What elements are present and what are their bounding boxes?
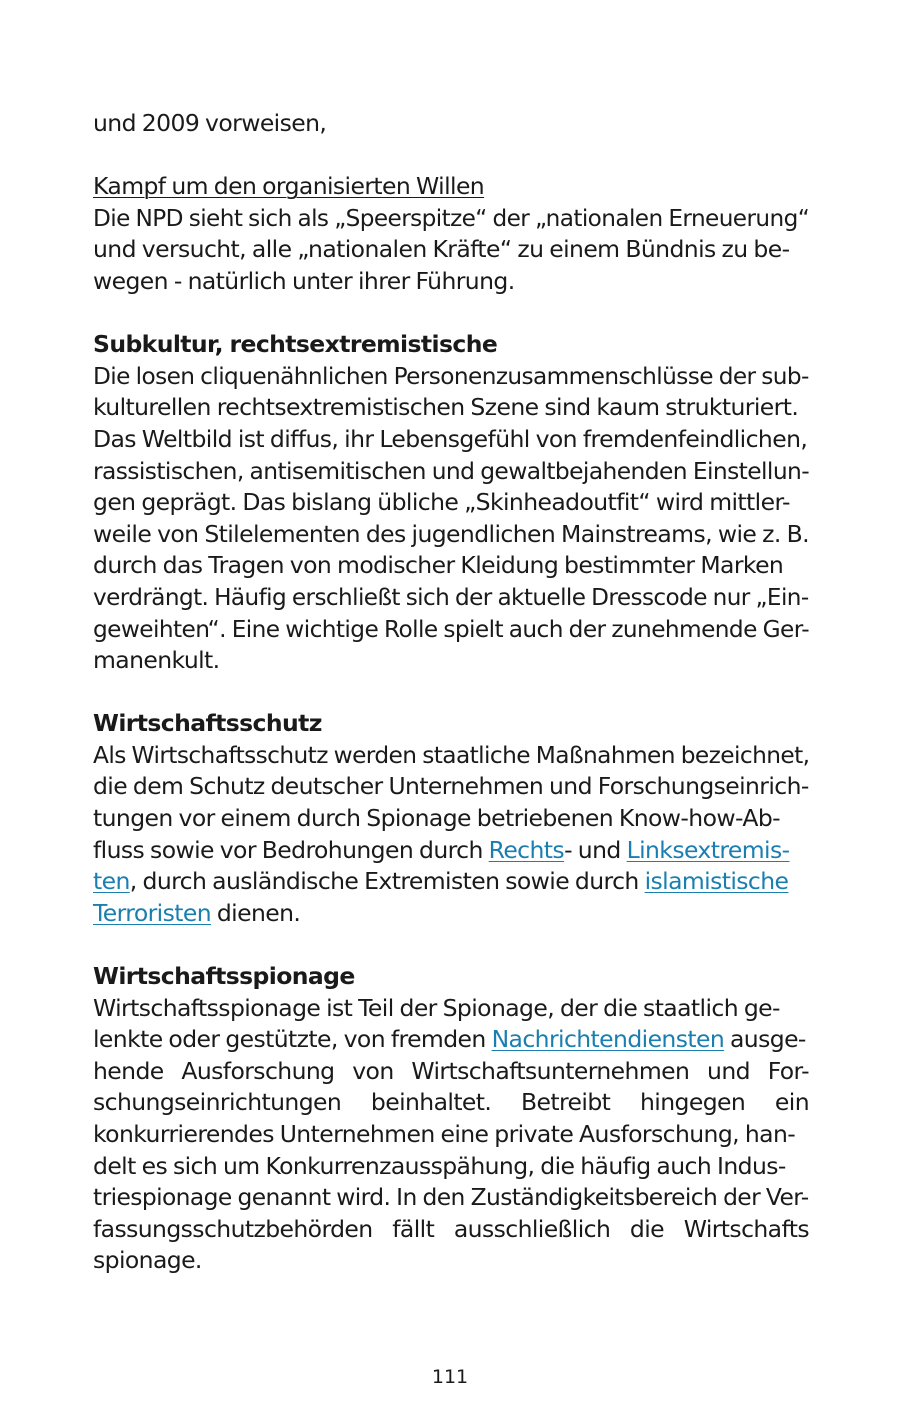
wirtschaftsschutz-line-4-connector: - und (564, 835, 627, 864)
kampf-subheading: Kampf um den organisierten Willen (93, 172, 485, 201)
wirtschaftsschutz-line-6 (93, 898, 809, 930)
paragraph-gap (93, 140, 809, 172)
wirtschaftsschutz-line-3: tungen vor einem durch Spionage betriebenen Know-how-Ab- (93, 804, 781, 833)
wirtschaftsspionage-line-2-tail: ausge- (724, 1025, 806, 1054)
wirtschaftsschutz-line-4-text: fluss sowie vor Bedrohungen durch (93, 835, 489, 864)
wirtschaftsspionage-line-4: schungseinrichtungen beinhaltet. Betreibt hingegen ein (93, 1088, 809, 1117)
subkultur-line-6: weile von Stilelementen des jugendlichen Mainstreams, wie z. B. (93, 519, 809, 548)
paragraph-gap (93, 929, 809, 961)
subkultur-heading: Subkultur, rechtsextremistische (93, 330, 498, 359)
wirtschaftsspionage-line-3: hende Ausforschung von Wirtschaftsunternehmen und For- (93, 1056, 809, 1085)
wirtschaftsspionage-line-6: delt es sich um Konkurrenzausspähung, die häufig auch Indus- (93, 1151, 786, 1180)
link-islamistische-terroristen[interactable]: islamistische (644, 867, 789, 896)
link-linksextremisten-continued[interactable]: ten (93, 867, 130, 896)
wirtschaftsschutz-line-2: die dem Schutz deutscher Unternehmen und Forschungseinrich- (93, 772, 809, 801)
subkultur-line-1: Die losen cliquenähnlichen Personenzusammenschlüsse der sub- (93, 361, 809, 390)
subkultur-line-7: durch das Tragen von modischer Kleidung bestimmter Marken (93, 551, 784, 580)
wirtschaftsspionage-line-2-text: lenkte oder gestützte, von fremden (93, 1025, 492, 1054)
wirtschaftsschutz-line-6-text: dienen. (211, 898, 301, 927)
paragraph-gap (93, 298, 809, 330)
wirtschaftsspionage-line-7: triespionage genannt wird. In den Zuständigkeitsbereich der Ver- (93, 1183, 809, 1212)
link-rechts[interactable]: Rechts (488, 835, 565, 864)
subkultur-line-8: verdrängt. Häufig erschließt sich der aktuelle Dresscode nur „Ein- (93, 582, 809, 611)
page-number: 111 (431, 1366, 469, 1388)
wirtschaftsschutz-line-5-text: , durch ausländische Extremisten sowie durch (129, 867, 645, 896)
wirtschaftsspionage-line-9: spionage. (93, 1246, 202, 1275)
wirtschaftsspionage-line-1: Wirtschaftsspionage ist Teil der Spionage, der die staatlich ge- (93, 993, 780, 1022)
subkultur-line-10: manenkult. (93, 646, 220, 675)
wirtschaftsschutz-line-5 (93, 866, 809, 898)
subkultur-line-3: Das Weltbild ist diffus, ihr Lebensgefühl von fremdenfeindlichen, (93, 424, 808, 453)
wirtschaftsschutz-line-4 (93, 835, 809, 867)
link-linksextremisten[interactable]: Linksextremis- (626, 835, 790, 864)
wirtschaftsspionage-line-8: fassungsschutzbehörden fällt ausschließlich die Wirtschafts (93, 1214, 809, 1243)
kampf-line-1: Die NPD sieht sich als „Speerspitze“ der „nationalen Erneuerung“ (93, 203, 810, 232)
subkultur-line-9: geweihten“. Eine wichtige Rolle spielt auch der zunehmende Ger- (93, 614, 809, 643)
wirtschaftsschutz-heading: Wirtschaftsschutz (93, 709, 322, 738)
wirtschaftsspionage-heading: Wirtschaftsspionage (93, 962, 355, 991)
subkultur-line-5: gen geprägt. Das bislang übliche „Skinheadoutfit“ wird mittler- (93, 488, 790, 517)
link-nachrichtendiensten[interactable]: Nachrichtendiensten (491, 1025, 725, 1054)
wirtschaftsspionage-line-5: konkurrierendes Unternehmen eine private Ausforschung, han- (93, 1120, 796, 1148)
kampf-line-3: wegen - natürlich unter ihrer Führung. (93, 266, 515, 295)
wirtschaftsschutz-line-1: Als Wirtschaftsschutz werden staatliche Maßnahmen bezeichnet, (93, 740, 810, 769)
kampf-line-2: und versucht, alle „nationalen Kräfte“ zu einem Bündnis zu be- (93, 235, 790, 264)
intro-text: und 2009 vorweisen, (93, 109, 327, 137)
document-body (93, 108, 809, 1277)
subkultur-line-2: kulturellen rechtsextremistischen Szene sind kaum strukturiert. (93, 393, 799, 422)
subkultur-line-4: rassistischen, antisemitischen und gewaltbejahenden Einstellun- (93, 456, 810, 485)
paragraph-gap (93, 677, 809, 709)
link-islamistische-terroristen-continued[interactable]: Terroristen (93, 898, 211, 927)
wirtschaftsspionage-line-2 (93, 1024, 809, 1056)
